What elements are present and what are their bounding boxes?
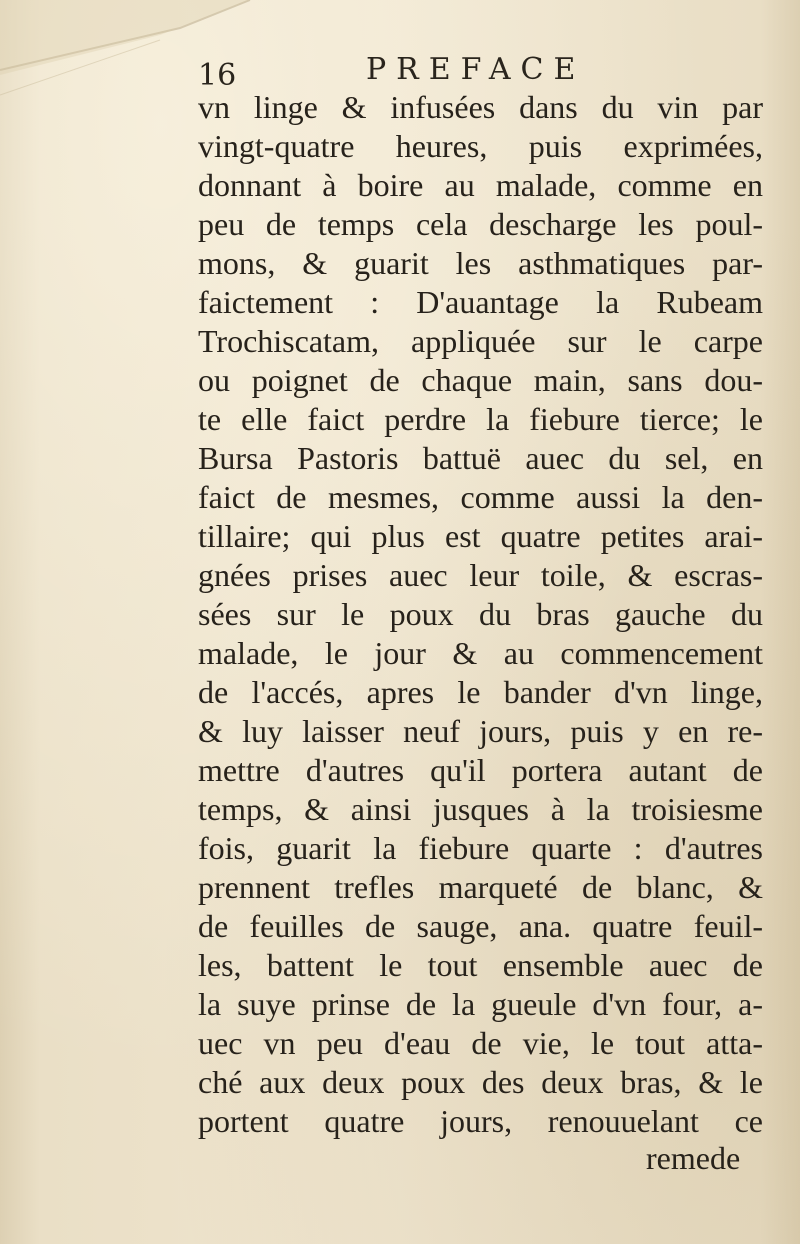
running-head: PREFACE <box>366 52 586 87</box>
text-line: les, battent le tout ensemble auec de <box>198 947 763 983</box>
text-line: mons, & guarit les asthmatiques par- <box>198 245 763 281</box>
text-line: vingt-quatre heures, puis exprimées, <box>198 128 763 164</box>
text-line: de feuilles de sauge, ana. quatre feuil- <box>198 908 763 944</box>
text-line: portent quatre jours, renouuelant ce <box>198 1103 763 1139</box>
text-line: de l'accés, apres le bander d'vn linge, <box>198 674 763 710</box>
text-line: sées sur le poux du bras gauche du <box>198 596 763 632</box>
text-line: uec vn peu d'eau de vie, le tout atta- <box>198 1025 763 1061</box>
text-line: malade, le jour & au commencement <box>198 635 763 671</box>
text-line: ché aux deux poux des deux bras, & le <box>198 1064 763 1100</box>
text-line: fois, guarit la fiebure quarte : d'autres <box>198 830 763 866</box>
text-line: Bursa Pastoris battuë auec du sel, en <box>198 440 763 476</box>
catchword: remede <box>646 1140 741 1176</box>
text-line: ou poignet de chaque main, sans dou- <box>198 362 763 398</box>
text-line: vn linge & infusées dans du vin par <box>198 89 763 125</box>
text-line: gnées prises auec leur toile, & escras- <box>198 557 763 593</box>
text-line: temps, & ainsi jusques à la troisiesme <box>198 791 763 827</box>
text-line: donnant à boire au malade, comme en <box>198 167 763 203</box>
text-line: prennent trefles marqueté de blanc, & <box>198 869 763 905</box>
text-line: te elle faict perdre la fiebure tierce; le <box>198 401 763 437</box>
text-line: Trochiscatam, appliquée sur le carpe <box>198 323 763 359</box>
text-line: & luy laisser neuf jours, puis y en re- <box>198 713 763 749</box>
page-number: 16 <box>198 58 237 93</box>
text-line: faictement : D'auantage la Rubeam <box>198 284 763 320</box>
text-line: faict de mesmes, comme aussi la den- <box>198 479 763 515</box>
body-text <box>198 88 763 1141</box>
text-line: la suye prinse de la gueule d'vn four, a- <box>198 986 763 1022</box>
text-line: tillaire; qui plus est quatre petites arai- <box>198 518 763 554</box>
text-line: mettre d'autres qu'il portera autant de <box>198 752 763 788</box>
text-line: peu de temps cela descharge les poul- <box>198 206 763 242</box>
